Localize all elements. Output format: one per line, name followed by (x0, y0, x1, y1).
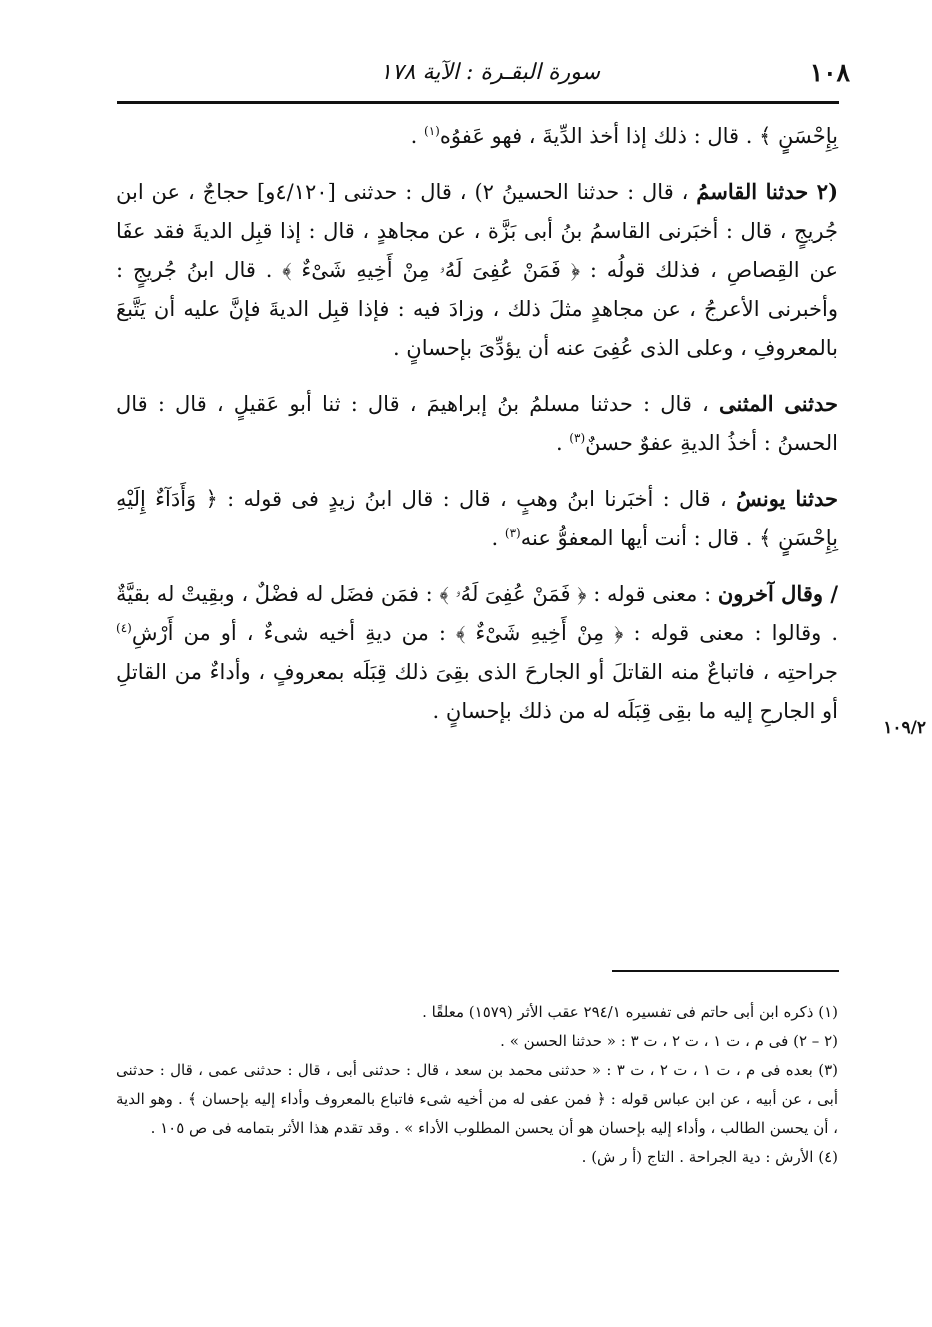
paragraph-tail: . (410, 124, 425, 148)
paragraph (116, 479, 838, 558)
footnote-divider (612, 970, 839, 972)
footnote: (١) ذكره ابن أبى حاتم فى تفسيره ٢٩٤/١ عقب الأثر (١٥٧٩) معلقًا . (422, 1003, 838, 1021)
paragraph-text: ، قال : حدثنا الحسينُ ٢) ، قال : حدثنى [٤/١٢٠و] حجاجٌ ، عن ابن جُريجٍ ، قال : أخبَرنى القاسمُ بنُ أبى بَزَّة ، عن مجاهدٍ ، قال : إذا قبِل الديةَ فقد عفَا عن القِصاصِ ، فذلك قولُه : ﴿ فَمَنْ عُفِىَ لَهُۥ مِنْ أَخِيهِ شَىْءٌ ﴾ . قال ابنُ جُريجٍ : وأخبرنى الأعرجُ ، عن مجاهدٍ مثلَ ذلك ، وزادَ فيه : فإذا قبِل الديةَ فإنَّ عليه أن يَتَّبعَ بالمعروفِ ، وعلى الذى عُفِىَ عنه أن يؤدِّىَ بإحسانٍ . (116, 180, 838, 360)
footnote: (٣) بعده فى م ، ت ١ ، ت ٢ ، ت ٣ : « حدثنى محمد بن سعد ، قال : حدثنى أبى ، قال : حدثنى عمى ، قال : حدثنى أبى ، عن أبيه ، عن ابن عباس قوله : ﴿ فمن عفى له من أخيه شىء فاتباع بالمعروف وأداء إليه بإحسان ﴾ . وهو الدية ، أن يحسن الطالب ، وأداء إليه بإحسان هو أن يحسن المطلوب الأداء » . وقد تقدم هذا الأثر بتمامه فى ص ١٠٥ . (116, 1061, 838, 1137)
paragraph (116, 116, 838, 156)
paragraph (116, 384, 838, 463)
paragraph-lead: حدثنى المثنى (718, 391, 838, 416)
footnote-marker: (٣) (504, 526, 521, 540)
main-text (116, 116, 838, 747)
paragraph-lead: (٢ حدثنا القاسمُ (696, 179, 838, 204)
header-divider (117, 101, 839, 104)
paragraph-tail: . (491, 526, 505, 550)
running-title: سورة البقـرة : الآية ١٧٨ (380, 60, 601, 85)
paragraph-text: بِإِحْسَنٍٍ ﴾ . قال : ذلك إذا أخذ الدِّيةَ ، فهو عَفوُه (439, 124, 838, 148)
margin-volume-reference: ١٠٩/٢ (883, 718, 926, 738)
footnote: (٤) الأرش : دية الجراحة . التاج (أ ر ش) . (581, 1148, 838, 1166)
paragraph-text: ، قال : أخبَرنا ابنُ وهبٍ ، قال : قال ابنُ زيدٍ فى قوله : ﴿ وَأَدَآءٌ إِلَيْهِ بِإِحْسَنٍٍ ﴾ . قال : أنت أيها المعفوُّ عنه (116, 487, 838, 550)
page-number: ١٠٨ (809, 58, 850, 87)
footnote-marker: (١) (424, 124, 440, 138)
paragraph (116, 574, 838, 731)
paragraph-lead: حدثنا يونسُ (736, 486, 838, 511)
footnote: (٢ – ٢) فى م ، ت ١ ، ت ٢ ، ت ٣ : « حدثنا الحسن » . (500, 1032, 838, 1050)
paragraph-lead: / وقال آخرون (717, 581, 838, 606)
paragraph (116, 172, 838, 368)
footnote-marker: (٤) (116, 621, 132, 635)
paragraph-text: ، قال : حدثنا مسلمُ بنُ إبراهيمَ ، قال : ثنا أبو عَقيلٍ ، قال : قال الحسنُ : أخذُ الديةِ عفوٌ حسنٌ (116, 392, 838, 455)
paragraph-text: : معنى قوله : ﴿ فَمَنْ عُفِىَ لَهُۥ ﴾ : فمَن فضَل له فضْلٌ ، وبقِيتْ له بقيَّةٌ . وقالوا : معنى قوله : ﴿ مِنْ أَخِيهِ شَىْءٌ ﴾ : من ديةِ أخيه شىءٌ ، أو من أَرْشِ (116, 582, 838, 645)
paragraph-tail: . (555, 431, 570, 455)
page-header (118, 52, 850, 96)
paragraph-tail: جراحتِه ، فاتباعٌ منه القاتلَ أو الجارحَ الذى بقِىَ ذلك قِبَلَه بمعروفٍ ، وأداءٌ من القاتلِ أو الجارحِ إليه ما بقِى قِبَلَه له من ذلك بإحسانٍ . (116, 660, 838, 723)
footnote-marker: (٣) (569, 431, 586, 445)
footnotes (116, 998, 838, 1172)
